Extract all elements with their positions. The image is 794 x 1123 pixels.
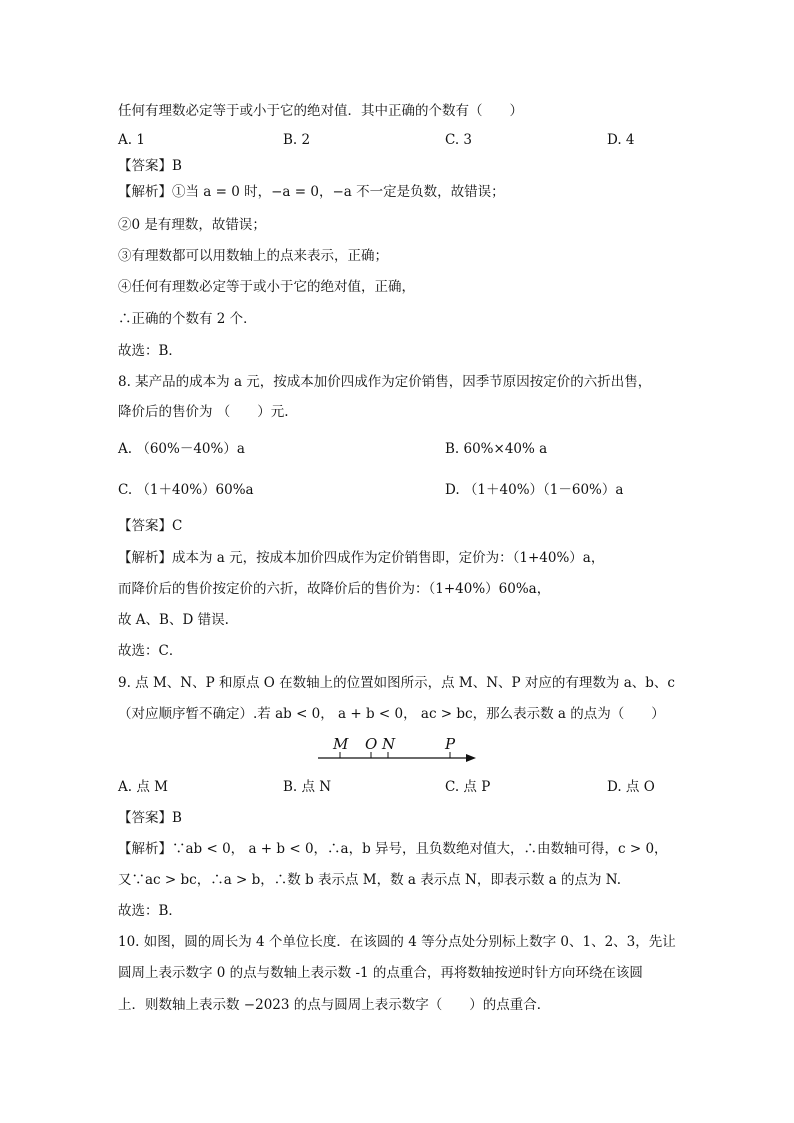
q8-stem-2: 降价后的售价为 （ ）元.: [118, 404, 289, 420]
label-o: O: [365, 735, 378, 753]
q7-choice: 故选：B．: [118, 343, 182, 359]
q7-analysis-2: ②0 是有理数，故错误；: [118, 217, 266, 233]
q8-option-d: D. （1＋40%）（1－60%）a: [445, 482, 624, 498]
q8-stem-1: 8. 某产品的成本为 a 元，按成本加价四成作为定价销售，因季节原因按定价的六折出售，: [118, 374, 652, 390]
q9-option-a: A. 点 M: [118, 779, 168, 795]
q9-stem-1: 9. 点 M、N、P 和原点 O 在数轴上的位置如图所示，点 M、N、P 对应的有理数为 a、b、c: [118, 675, 675, 691]
q10-stem-1: 10. 如图，圆的周长为 4 个单位长度．在该圆的 4 等分点处分别标上数字 0、1、2、3，先让: [118, 934, 676, 950]
q7-analysis-1: 【解析】①当 a = 0 时，−a = 0，−a 不一定是负数，故错误；: [118, 184, 505, 200]
q9-analysis-2: 又∵ac > bc，∴a > b，∴数 b 表示点 M，数 a 表示点 N，即表示数 a 的点为 N.: [118, 872, 622, 888]
q7-option-b: B. 2: [283, 132, 311, 148]
q8-analysis-1: 【解析】成本为 a 元，按成本加价四成作为定价销售即，定价为：（1+40%）a，: [118, 550, 605, 566]
q9-option-d: D. 点 O: [607, 779, 655, 795]
axis-arrow: [466, 754, 476, 762]
q9-option-b: B. 点 N: [283, 779, 332, 795]
q7-analysis-5: ∴正确的个数有 2 个．: [118, 311, 257, 327]
q7-option-a: A. 1: [118, 132, 145, 148]
q8-option-c: C. （1＋40%）60%a: [118, 482, 254, 498]
q9-choice: 故选：B．: [118, 903, 182, 919]
q7-analysis-3: ③有理数都可以用数轴上的点来表示，正确；: [118, 248, 388, 264]
q8-analysis-2: 而降价后的售价按定价的六折，故降价后的售价为：（1+40%）60%a，: [118, 581, 551, 597]
q8-option-b: B. 60%×40% a: [445, 441, 548, 457]
q9-analysis-1: 【解析】∵ab < 0， a + b < 0，∴a，b 异号，且负数绝对值大，∴由数轴可得，c > 0，: [118, 841, 668, 857]
q9-answer: 【答案】B: [118, 810, 182, 826]
q8-analysis-3: 故 A、B、D 错误.: [118, 612, 229, 628]
label-m: M: [333, 735, 349, 753]
label-p: P: [445, 735, 456, 753]
q9-stem-2: （对应顺序暂不确定）.若 ab < 0， a + b < 0， ac > bc，那么表示数 a 的点为（ ）: [118, 706, 665, 722]
number-line-figure: [316, 735, 486, 769]
q7-stem-tail: 任何有理数必定等于或小于它的绝对值．其中正确的个数有（ ）: [118, 103, 523, 119]
q7-answer: 【答案】B: [118, 158, 182, 174]
q10-stem-2: 圆周上表示数字 0 的点与数轴上表示数 -1 的点重合，再将数轴按逆时针方向环绕在该圆: [118, 965, 643, 981]
q7-option-c: C. 3: [445, 132, 473, 148]
q8-option-a: A. （60%－40%）a: [118, 441, 245, 457]
q7-analysis-4: ④任何有理数必定等于或小于它的绝对值，正确，: [118, 279, 415, 295]
q9-option-c: C. 点 P: [445, 779, 491, 795]
label-n: N: [382, 735, 396, 753]
q10-stem-3: 上．则数轴上表示数 −2023 的点与圆周上表示数字（ ）的点重合．: [118, 997, 551, 1013]
q8-answer: 【答案】C: [118, 518, 183, 534]
q8-choice: 故选：C．: [118, 643, 183, 659]
q7-option-d: D. 4: [607, 132, 635, 148]
